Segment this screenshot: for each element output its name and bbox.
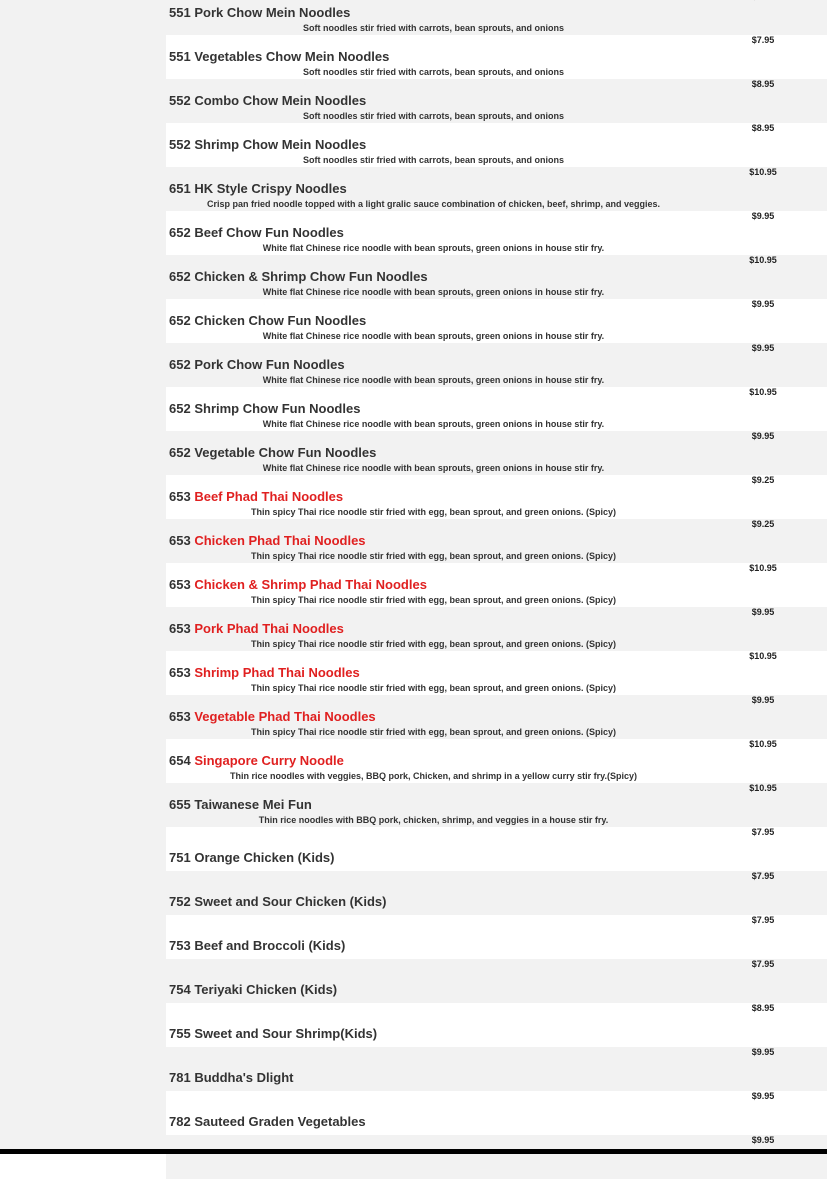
item-number: 753 — [169, 938, 191, 953]
item-number: 654 — [169, 753, 191, 768]
item-description: White flat Chinese rice noodle with bean sprouts, green onions in house stir fry. — [262, 243, 605, 253]
menu-item-row — [166, 519, 827, 563]
item-title — [169, 49, 389, 64]
item-description: Thin rice noodles with veggies, BBQ pork, Chicken, and shrimp in a yellow curry stir fry.(Spicy) — [230, 771, 637, 781]
item-name: HK Style Crispy Noodles — [194, 181, 347, 196]
item-name: Sauteed Graden Vegetables — [194, 1114, 366, 1129]
item-title — [169, 1026, 377, 1041]
menu-item-row-partial — [166, 1135, 827, 1179]
menu-item-row — [166, 739, 827, 783]
menu-list — [166, 0, 827, 1179]
item-title — [169, 181, 347, 196]
menu-item-row — [166, 695, 827, 739]
item-title — [169, 5, 350, 20]
item-price: $7.95 — [751, 827, 775, 837]
item-name: Combo Chow Mein Noodles — [194, 93, 367, 108]
item-name: Pork Phad Thai Noodles — [194, 621, 344, 636]
item-description: Thin spicy Thai rice noodle stir fried with egg, bean sprout, and green onions. (Spicy) — [250, 639, 617, 649]
item-description: Thin spicy Thai rice noodle stir fried with egg, bean sprout, and green onions. (Spicy) — [250, 727, 617, 737]
item-name: Beef Phad Thai Noodles — [194, 489, 344, 504]
item-description: Crisp pan fried noodle topped with a light gralic sauce combination of chicken, beef, shrimp, and veggies. — [206, 199, 661, 209]
item-price: $10.95 — [749, 783, 777, 793]
item-number: 752 — [169, 894, 191, 909]
item-number: 552 — [169, 137, 191, 152]
item-price: $10.95 — [749, 563, 777, 573]
item-description: Thin spicy Thai rice noodle stir fried with egg, bean sprout, and green onions. (Spicy) — [250, 683, 617, 693]
left-sidebar — [0, 0, 166, 1149]
item-title — [169, 533, 366, 548]
item-number: 652 — [169, 401, 191, 416]
item-title — [169, 665, 360, 680]
item-number: 653 — [169, 489, 191, 504]
item-number: 751 — [169, 850, 191, 865]
item-price: $7.95 — [751, 959, 775, 969]
item-name: Beef and Broccoli (Kids) — [194, 938, 346, 953]
item-name: Vegetable Chow Fun Noodles — [194, 445, 377, 460]
item-price: $10.95 — [749, 739, 777, 749]
item-name: Chicken & Shrimp Chow Fun Noodles — [194, 269, 428, 284]
item-price — [713, 0, 813, 1]
item-title — [169, 93, 366, 108]
menu-item-row — [166, 299, 827, 343]
item-price: $9.95 — [751, 607, 775, 617]
menu-item-row — [166, 475, 827, 519]
item-number: 653 — [169, 709, 191, 724]
menu-item-row — [166, 607, 827, 651]
item-description: Thin spicy Thai rice noodle stir fried with egg, bean sprout, and green onions. (Spicy) — [250, 595, 617, 605]
item-title — [169, 225, 344, 240]
menu-item-row — [166, 783, 827, 827]
menu-item-row — [166, 1047, 827, 1091]
item-name: Chicken Chow Fun Noodles — [194, 313, 367, 328]
item-number: 551 — [169, 49, 191, 64]
menu-item-row — [166, 827, 827, 871]
item-title — [169, 797, 312, 812]
item-title — [169, 577, 427, 592]
item-title — [169, 489, 343, 504]
menu-item-row — [166, 79, 827, 123]
item-price: $10.95 — [749, 651, 777, 661]
bottom-border — [0, 1149, 827, 1154]
item-price: $9.95 — [751, 1091, 775, 1101]
item-number: 653 — [169, 621, 191, 636]
item-title — [169, 850, 334, 865]
item-price: $7.95 — [751, 915, 775, 925]
item-name: Shrimp Phad Thai Noodles — [194, 665, 360, 680]
item-number: 655 — [169, 797, 191, 812]
item-number: 754 — [169, 982, 191, 997]
item-description: Thin spicy Thai rice noodle stir fried with egg, bean sprout, and green onions. (Spicy) — [250, 551, 617, 561]
menu-item-row — [166, 1003, 827, 1047]
item-price: $9.95 — [751, 343, 775, 353]
item-title — [169, 357, 345, 372]
item-name: Taiwanese Mei Fun — [194, 797, 312, 812]
menu-item-row — [166, 0, 827, 35]
item-description: Soft noodles stir fried with carrots, bean sprouts, and onions — [302, 111, 565, 121]
item-number: 755 — [169, 1026, 191, 1041]
item-price: $9.95 — [751, 211, 775, 221]
item-name: Teriyaki Chicken (Kids) — [194, 982, 338, 997]
item-number: 781 — [169, 1070, 191, 1085]
menu-item-row — [166, 959, 827, 1003]
item-number: 652 — [169, 225, 191, 240]
item-name: Shrimp Chow Mein Noodles — [194, 137, 367, 152]
item-price: $9.95 — [751, 695, 775, 705]
item-name: Chicken Phad Thai Noodles — [194, 533, 366, 548]
item-name: Buddha's Dlight — [194, 1070, 294, 1085]
item-number: 652 — [169, 313, 191, 328]
item-description: White flat Chinese rice noodle with bean sprouts, green onions in house stir fry. — [262, 463, 605, 473]
item-description: Thin spicy Thai rice noodle stir fried with egg, bean sprout, and green onions. (Spicy) — [250, 507, 617, 517]
item-title — [169, 1114, 366, 1129]
item-description: Thin rice noodles with BBQ pork, chicken, shrimp, and veggies in a house stir fry. — [258, 815, 609, 825]
item-number: 653 — [169, 665, 191, 680]
item-title — [169, 269, 428, 284]
menu-item-row — [166, 343, 827, 387]
item-number: 651 — [169, 181, 191, 196]
item-price: $10.95 — [749, 255, 777, 265]
item-title — [169, 1070, 293, 1085]
item-name: Pork Chow Fun Noodles — [194, 357, 345, 372]
item-name: Vegetables Chow Mein Noodles — [194, 49, 390, 64]
item-title — [169, 137, 366, 152]
item-name: Vegetable Phad Thai Noodles — [194, 709, 376, 724]
item-name: Beef Chow Fun Noodles — [194, 225, 344, 240]
item-price: $10.95 — [749, 387, 777, 397]
menu-item-row — [166, 1091, 827, 1135]
item-title — [169, 894, 386, 909]
item-name: Shrimp Chow Fun Noodles — [194, 401, 361, 416]
item-title — [169, 445, 376, 460]
item-number: 551 — [169, 5, 191, 20]
menu-item-row — [166, 35, 827, 79]
item-price: $9.25 — [751, 475, 775, 485]
menu-item-row — [166, 871, 827, 915]
item-title — [169, 753, 344, 768]
menu-item-row — [166, 211, 827, 255]
item-price: $9.95 — [751, 431, 775, 441]
item-name: Pork Chow Mein Noodles — [194, 5, 351, 20]
item-price: $8.95 — [751, 1003, 775, 1013]
item-name: Orange Chicken (Kids) — [194, 850, 335, 865]
item-number: 653 — [169, 533, 191, 548]
item-description: White flat Chinese rice noodle with bean sprouts, green onions in house stir fry. — [262, 331, 605, 341]
item-title — [169, 621, 344, 636]
item-description: White flat Chinese rice noodle with bean sprouts, green onions in house stir fry. — [262, 375, 605, 385]
menu-item-row — [166, 651, 827, 695]
item-title — [169, 982, 337, 997]
item-price: $8.95 — [751, 79, 775, 89]
item-price: $9.25 — [751, 519, 775, 529]
item-price: $10.95 — [749, 167, 777, 177]
menu-item-row — [166, 387, 827, 431]
item-number: 652 — [169, 357, 191, 372]
item-description: White flat Chinese rice noodle with bean sprouts, green onions in house stir fry. — [262, 287, 605, 297]
menu-item-row — [166, 915, 827, 959]
item-description: White flat Chinese rice noodle with bean sprouts, green onions in house stir fry. — [262, 419, 605, 429]
item-number: 652 — [169, 269, 191, 284]
item-name: Sweet and Sour Chicken (Kids) — [194, 894, 387, 909]
item-price: $9.95 — [751, 299, 775, 309]
item-price: $7.95 — [751, 871, 775, 881]
menu-item-row — [166, 167, 827, 211]
item-title — [169, 938, 345, 953]
item-price: $9.95 — [751, 1047, 775, 1057]
item-name: Chicken & Shrimp Phad Thai Noodles — [194, 577, 427, 592]
item-price: $8.95 — [751, 123, 775, 133]
item-number: 552 — [169, 93, 191, 108]
item-description: Soft noodles stir fried with carrots, bean sprouts, and onions — [302, 67, 565, 77]
item-title — [169, 709, 376, 724]
item-name: Singapore Curry Noodle — [194, 753, 344, 768]
menu-item-row — [166, 123, 827, 167]
item-title — [169, 401, 360, 416]
item-description: Soft noodles stir fried with carrots, bean sprouts, and onions — [302, 23, 565, 33]
menu-item-row — [166, 563, 827, 607]
item-description: Soft noodles stir fried with carrots, bean sprouts, and onions — [302, 155, 565, 165]
item-title — [169, 313, 366, 328]
item-price: $9.95 — [751, 1135, 775, 1145]
item-name: Sweet and Sour Shrimp(Kids) — [194, 1026, 378, 1041]
item-price: $7.95 — [751, 35, 775, 45]
menu-item-row — [166, 255, 827, 299]
item-number: 652 — [169, 445, 191, 460]
menu-item-row — [166, 431, 827, 475]
item-number: 782 — [169, 1114, 191, 1129]
item-number: 653 — [169, 577, 191, 592]
